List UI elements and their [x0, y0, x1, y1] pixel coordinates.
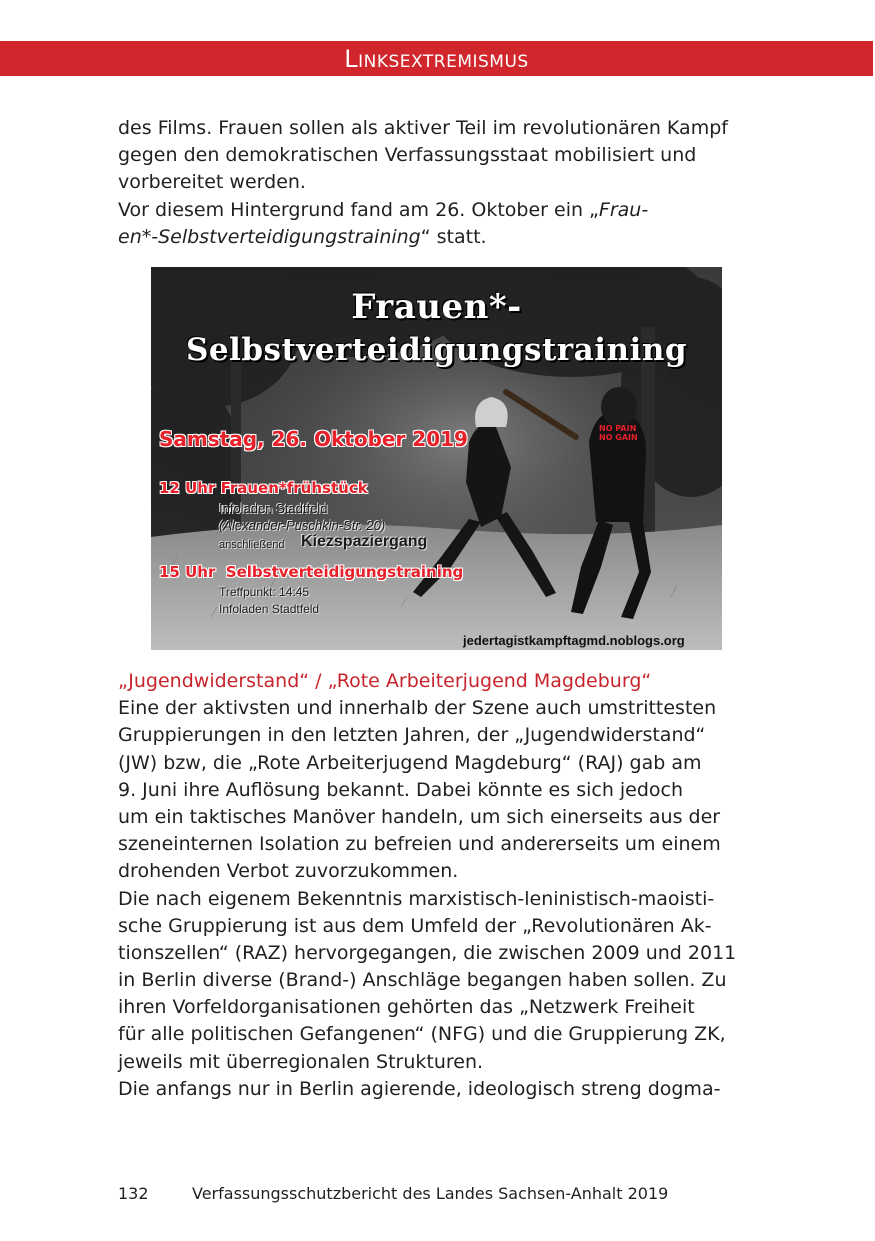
intro-line-2: gegen den demokratischen Verfassungsstaat mobilisiert und	[118, 144, 697, 167]
section-line-11: in Berlin diverse (Brand-) Anschläge begangen haben sollen. Zu	[118, 969, 727, 992]
intro-line-5-italic: en*-Selbstverteidigungstraining	[118, 225, 421, 248]
intro-line-5	[118, 224, 758, 251]
poster-url: jedertagistkampftagmd.noblogs.org	[463, 633, 685, 648]
poster-shirt-text-2: NO GAIN	[599, 433, 638, 442]
page-number: 132	[118, 1184, 149, 1203]
poster-event-1: 12 Uhr Frauen*frühstück	[159, 479, 368, 497]
intro-line-4-text: Vor diesem Hintergrund fand am 26. Oktober ein „	[118, 198, 599, 221]
section-line-2: Gruppierungen in den letzten Jahren, der „Jugendwiderstand“	[118, 724, 706, 747]
poster-then-prefix: anschließend	[219, 539, 285, 551]
poster-date: Samstag, 26. Oktober 2019	[159, 427, 468, 451]
poster-title-line-1: Frauen*-	[351, 287, 522, 327]
intro-line-5-text: “ statt.	[420, 225, 487, 248]
event-poster-image	[151, 267, 722, 650]
intro-line-1: des Films. Frauen sollen als aktiver Teil im revolutionären Kampf	[118, 117, 728, 139]
chapter-header-bar	[0, 41, 873, 76]
section-jugendwiderstand	[118, 668, 758, 1103]
poster-venue: Infoladen Stadtfeld	[219, 501, 328, 516]
section-heading: „Jugendwiderstand“ / „Rote Arbeiterjugend Magdeburg“	[118, 670, 652, 692]
chapter-title: Linksextremismus	[344, 44, 529, 73]
intro-line-4	[118, 197, 758, 224]
section-line-10: tionszellen“ (RAZ) hervorgegangen, die zwischen 2009 und 2011	[118, 941, 737, 964]
poster-then-event: Kiezspaziergang	[301, 533, 428, 550]
poster-meeting-place: Infoladen Stadtfeld	[219, 602, 320, 616]
poster-shirt-text-1: NO PAIN	[599, 424, 637, 433]
section-line-13: für alle politischen Gefangenen“ (NFG) und die Gruppierung ZK,	[118, 1023, 726, 1046]
poster-meeting-point: Treffpunkt: 14:45	[219, 585, 310, 599]
intro-paragraph	[118, 115, 758, 251]
intro-line-4-italic: Frau-	[598, 198, 649, 221]
section-line-9: sche Gruppierung ist aus dem Umfeld der „Revolutionären Ak-	[118, 914, 712, 937]
section-line-5: um ein taktisches Manöver handeln, um sich einerseits aus der	[118, 805, 721, 828]
poster-address: (Alexander-Puschkin-Str. 20)	[219, 518, 386, 533]
poster-title-line-2: Selbstverteidigungstraining	[185, 332, 688, 368]
section-line-1: Eine der aktivsten und innerhalb der Szene auch umstrittesten	[118, 697, 717, 720]
section-line-12: ihren Vorfeldorganisationen gehörten das „Netzwerk Freiheit	[118, 996, 695, 1019]
section-line-6: szeneinternen Isolation zu befreien und andererseits um einem	[118, 833, 721, 856]
section-line-7: drohenden Verbot zuvorzukommen.	[118, 860, 459, 883]
section-line-15: Die anfangs nur in Berlin agierende, ideologisch streng dogma-	[118, 1077, 721, 1100]
section-line-3: (JW) bzw, die „Rote Arbeiterjugend Magdeburg“ (RAJ) gab am	[118, 751, 702, 774]
section-line-4: 9. Juni ihre Auflösung bekannt. Dabei könnte es sich jedoch	[118, 778, 684, 801]
intro-line-3: vorbereitet werden.	[118, 171, 306, 194]
section-line-14: jeweils mit überregionalen Strukturen.	[118, 1050, 484, 1073]
footer-title: Verfassungsschutzbericht des Landes Sachsen-Anhalt 2019	[192, 1184, 669, 1203]
section-line-8: Die nach eigenem Bekenntnis marxistisch-leninistisch-maoisti-	[118, 887, 715, 910]
poster-event-2: 15 Uhr Selbstverteidigungstraining	[159, 563, 464, 581]
